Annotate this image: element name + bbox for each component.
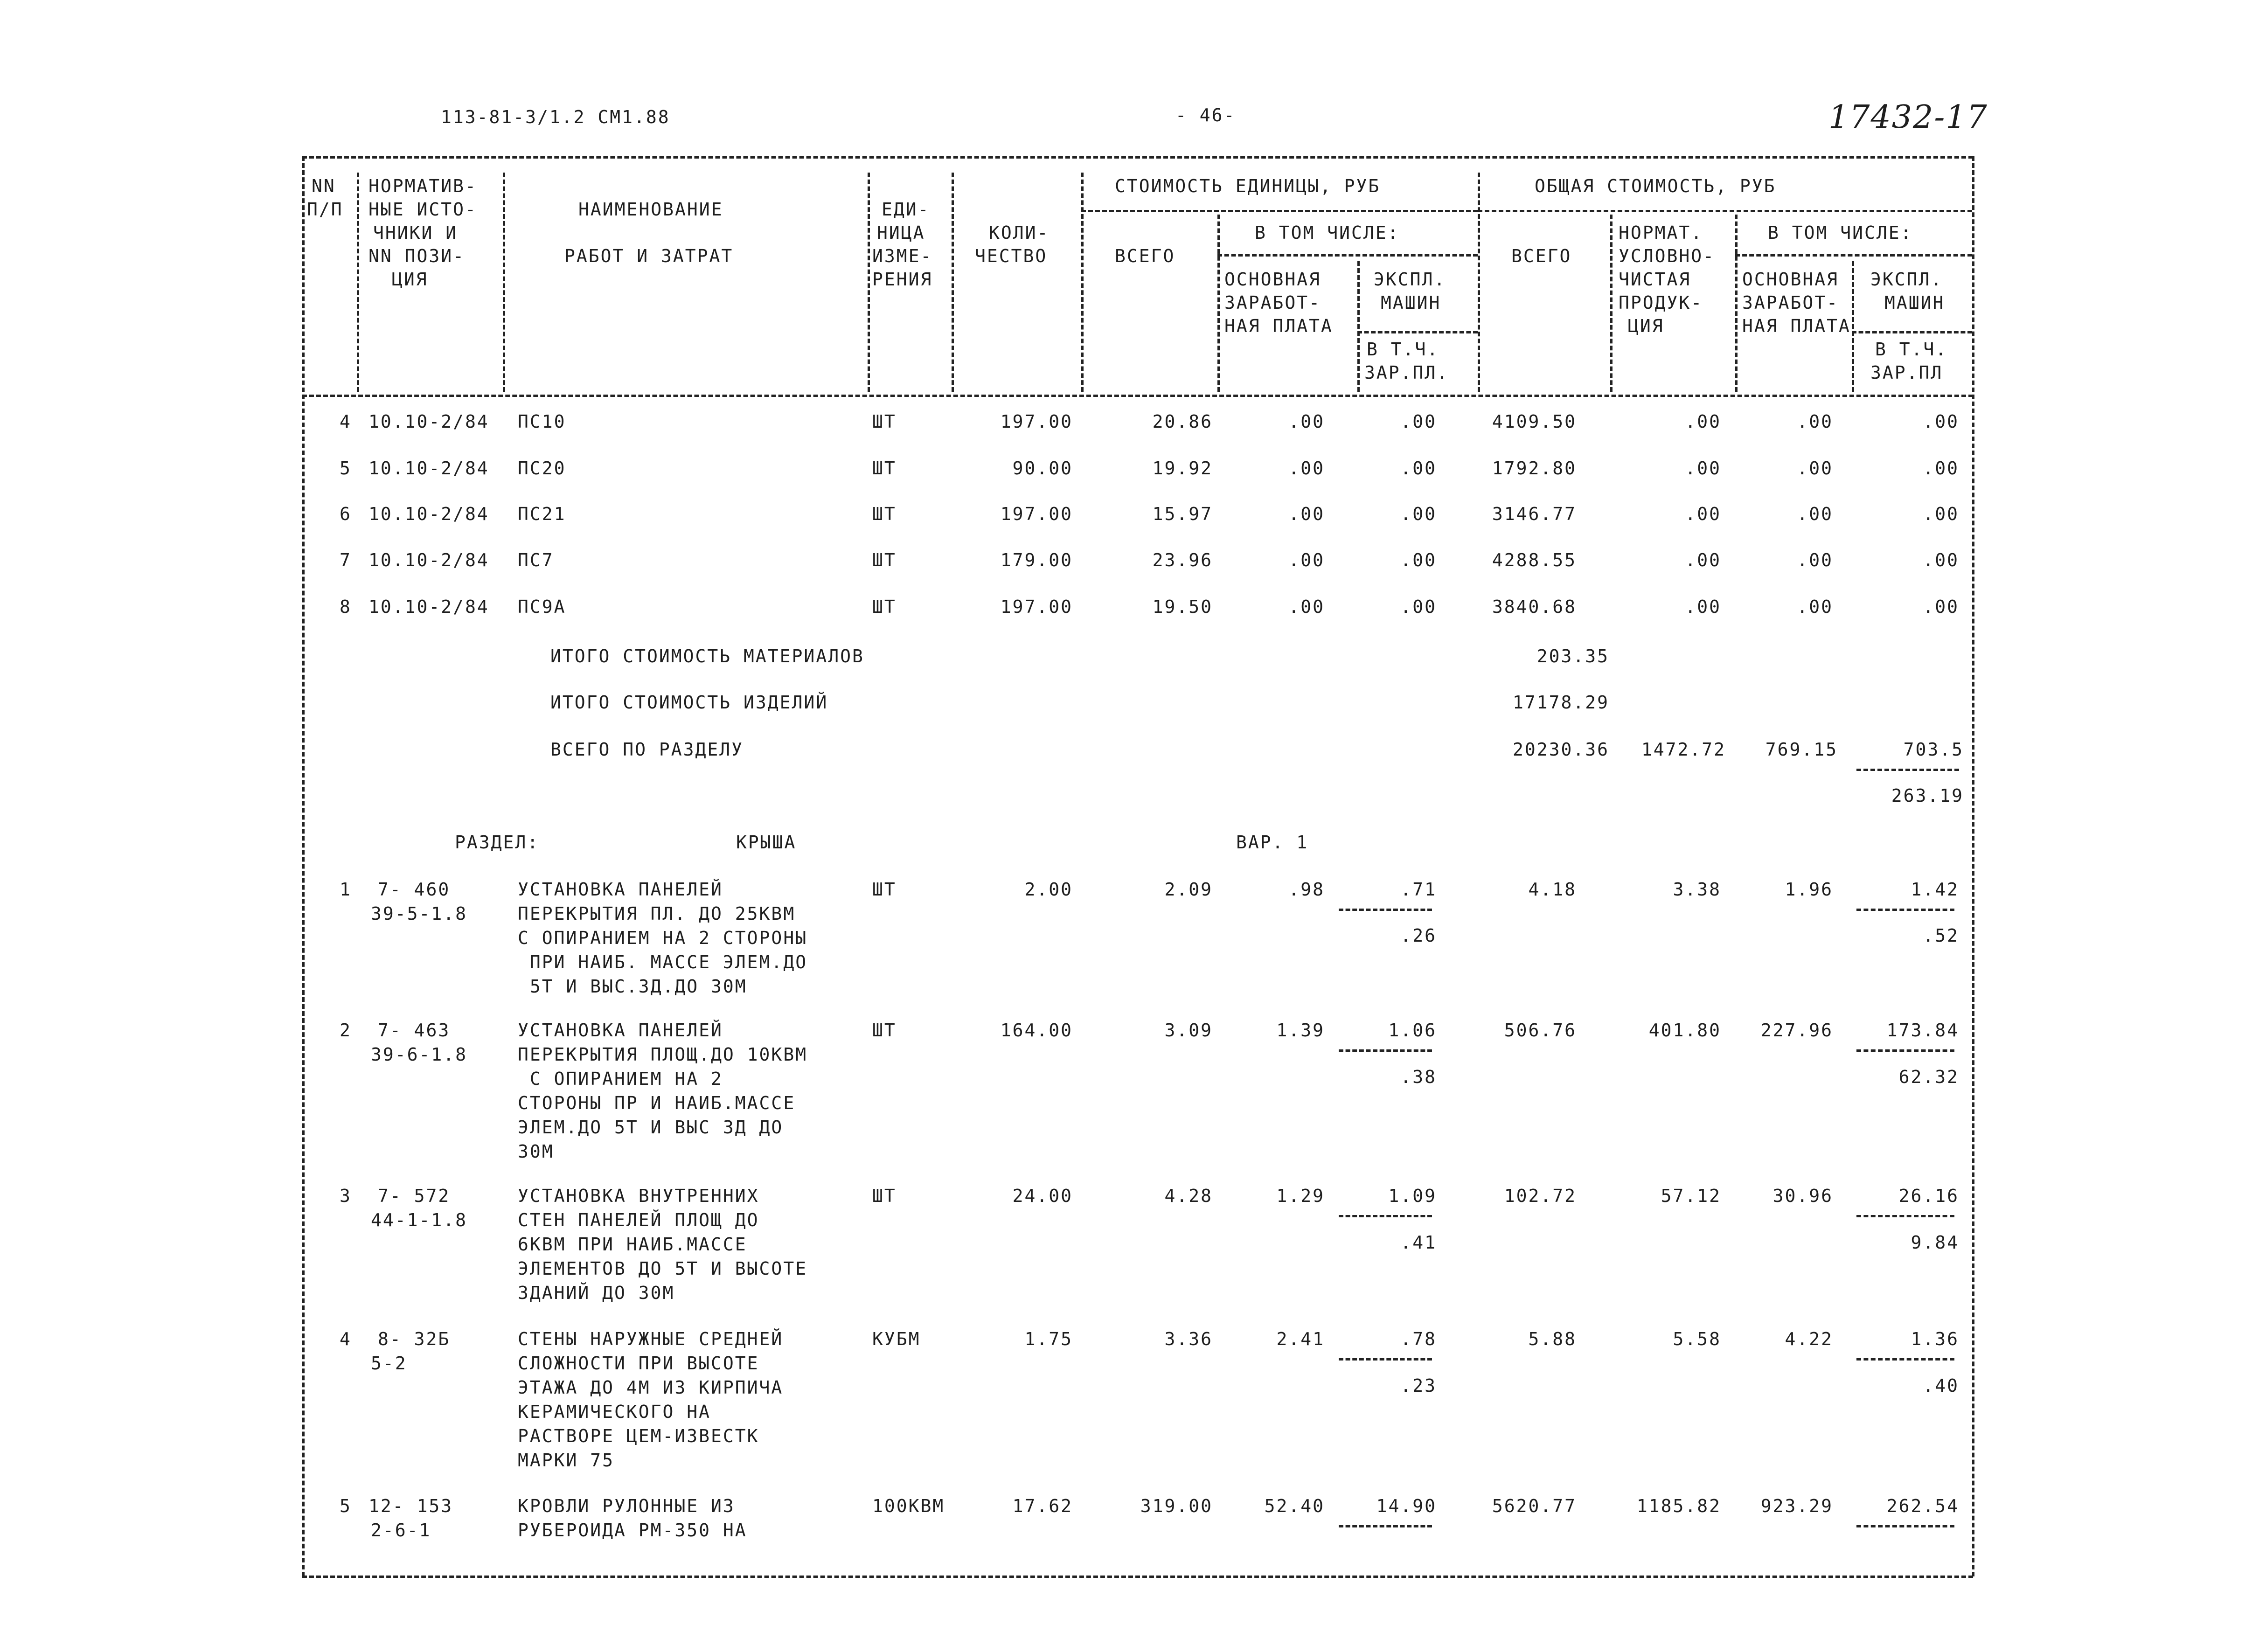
row-name-line: КРОВЛИ РУЛОННЫЕ ИЗ	[518, 1496, 735, 1516]
row-code: 12- 153	[368, 1496, 453, 1516]
row-unit-mach: .00	[1400, 504, 1437, 524]
row-total-net: .00	[1685, 550, 1721, 570]
row-unit-wage: .98	[1288, 879, 1325, 900]
header-total-wage-3: НАЯ ПЛАТА	[1742, 316, 1851, 336]
row-total-net: 3.38	[1673, 879, 1721, 900]
row-name-line: УСТАНОВКА ПАНЕЛЕЙ	[518, 879, 723, 900]
header-rule-unit-incl	[1217, 254, 1478, 257]
row-name: ПС20	[518, 458, 566, 479]
row-total-mach-wage: .52	[1923, 925, 1959, 946]
row-total-mach-rule	[1856, 909, 1954, 911]
row-unit-all: 3.09	[1164, 1020, 1213, 1041]
section-total-mach-wage: 263.19	[1891, 785, 1964, 806]
section-total-mach-rule	[1856, 769, 1959, 771]
row-unit-wage: 52.40	[1264, 1496, 1325, 1516]
frame-top	[302, 156, 1973, 159]
row-unit-mach-rule	[1339, 1358, 1432, 1360]
row-total-mach: .00	[1923, 550, 1959, 570]
header-total-cost-title: ОБЩАЯ СТОИМОСТЬ, РУБ	[1535, 176, 1776, 196]
section-total-label: ВСЕГО ПО РАЗДЕЛУ	[550, 739, 744, 760]
row-name-line: 30М	[518, 1141, 554, 1162]
row-name-line: ЭЛЕМ.ДО 5Т И ВЫС ЗД ДО	[518, 1117, 784, 1138]
row-code: 10.10-2/84	[368, 411, 489, 432]
row-total-mach: .00	[1923, 504, 1959, 524]
row-unit-mach-rule	[1339, 909, 1432, 911]
row-unit: ШТ	[872, 1186, 897, 1206]
header-total-mach-2: МАШИН	[1884, 292, 1945, 313]
row-name-line: РУБЕРОИДА РМ-350 НА	[518, 1520, 747, 1541]
row-unit-mach: 14.90	[1376, 1496, 1437, 1516]
row-qty: 1.75	[1024, 1329, 1073, 1349]
header-unit-incl: В ТОМ ЧИСЛЕ:	[1255, 222, 1400, 243]
row-total-mach-rule	[1856, 1215, 1954, 1217]
row-unit-mach: .78	[1400, 1329, 1437, 1349]
row-unit-wage: 1.39	[1276, 1020, 1325, 1041]
row-name-line: УСТАНОВКА ВНУТРЕННИХ	[518, 1186, 759, 1206]
row-unit: ШТ	[872, 411, 897, 432]
row-code-2: 39-5-1.8	[371, 903, 468, 924]
row-total-wage: 923.29	[1760, 1496, 1833, 1516]
row-unit-all: 20.86	[1152, 411, 1213, 432]
row-qty: 197.00	[1000, 597, 1073, 617]
row-qty: 90.00	[1012, 458, 1073, 479]
row-name-line: УСТАНОВКА ПАНЕЛЕЙ	[518, 1020, 723, 1041]
header-norm-1: НОРМАТИВ-	[368, 176, 477, 196]
row-name: ПС7	[518, 550, 554, 570]
row-code: 10.10-2/84	[368, 550, 489, 570]
row-name-line: СЛОЖНОСТИ ПРИ ВЫСОТЕ	[518, 1353, 759, 1374]
row-unit-all: 23.96	[1152, 550, 1213, 570]
header-unit-1: ЕДИ-	[882, 199, 930, 220]
row-total-all: 3840.68	[1492, 597, 1577, 617]
header-unit-3: ИЗМЕ-	[872, 246, 933, 266]
row-unit-mach: .71	[1400, 879, 1437, 900]
row-qty: 164.00	[1000, 1020, 1073, 1041]
row-unit: ШТ	[872, 597, 897, 617]
header-norm-4: NN ПОЗИ-	[368, 246, 466, 266]
row-total-mach: .00	[1923, 597, 1959, 617]
header-pp: П/П	[307, 199, 343, 220]
row-unit-all: 19.92	[1152, 458, 1213, 479]
row-qty: 2.00	[1024, 879, 1073, 900]
row-unit-mach: .00	[1400, 458, 1437, 479]
col-sep-total-net	[1735, 215, 1738, 392]
row-unit-wage: .00	[1288, 411, 1325, 432]
header-norm-2: НЫЕ ИСТО-	[368, 199, 477, 220]
row-number: 5	[340, 458, 352, 479]
row-code: 10.10-2/84	[368, 504, 489, 524]
row-number: 8	[340, 597, 352, 617]
row-unit: ШТ	[872, 1020, 897, 1041]
row-number: 4	[340, 411, 352, 432]
row-name-line: С ОПИРАНИЕМ НА 2 СТОРОНЫ	[518, 928, 808, 948]
col-sep-unit	[952, 173, 954, 392]
row-total-all: 5620.77	[1492, 1496, 1577, 1516]
row-unit-mach-wage: .38	[1400, 1067, 1437, 1087]
row-unit-mach: 1.09	[1388, 1186, 1437, 1206]
row-total-net: .00	[1685, 458, 1721, 479]
row-total-mach: 173.84	[1886, 1020, 1959, 1041]
row-total-net: .00	[1685, 504, 1721, 524]
row-name-line: 6КВМ ПРИ НАИБ.МАССЕ	[518, 1234, 747, 1255]
col-sep-unit-all	[1217, 215, 1220, 392]
row-unit-all: 19.50	[1152, 597, 1213, 617]
section-label: РАЗДЕЛ:	[455, 832, 540, 853]
row-total-mach-rule	[1856, 1049, 1954, 1052]
col-sep-total-all	[1610, 215, 1613, 392]
products-total-label: ИТОГО СТОИМОСТЬ ИЗДЕЛИЙ	[550, 692, 828, 713]
header-unit-mach-3: В Т.Ч.	[1367, 339, 1439, 360]
section-name: КРЫША	[736, 832, 797, 853]
row-code-2: 39-6-1.8	[371, 1044, 468, 1065]
row-total-wage: .00	[1797, 504, 1833, 524]
row-name-line: ПЕРЕКРЫТИЯ ПЛ. ДО 25КВМ	[518, 903, 796, 924]
header-total-wage-2: ЗАРАБОТ-	[1742, 292, 1839, 313]
header-rule-total-mach	[1852, 331, 1972, 333]
materials-total-label: ИТОГО СТОИМОСТЬ МАТЕРИАЛОВ	[550, 646, 864, 666]
row-unit-mach: 1.06	[1388, 1020, 1437, 1041]
row-number: 5	[340, 1496, 352, 1516]
row-total-wage: 4.22	[1785, 1329, 1833, 1349]
row-unit: КУБМ	[872, 1329, 921, 1349]
col-sep-unit-mach	[1478, 173, 1480, 392]
frame-bottom	[302, 1576, 1973, 1578]
header-unit-total: ВСЕГО	[1115, 246, 1175, 266]
header-total-net-1: НОРМАТ.	[1619, 222, 1703, 243]
col-sep-unit-wage	[1357, 261, 1360, 392]
row-total-all: 4288.55	[1492, 550, 1577, 570]
row-code-2: 5-2	[371, 1353, 407, 1374]
row-unit-wage: .00	[1288, 597, 1325, 617]
row-code: 7- 572	[378, 1186, 451, 1206]
row-unit-all: 4.28	[1164, 1186, 1213, 1206]
row-unit: ШТ	[872, 458, 897, 479]
row-total-all: 3146.77	[1492, 504, 1577, 524]
col-sep-nn	[357, 173, 359, 392]
row-name-line: РАСТВОРЕ ЦЕМ-ИЗВЕСТК	[518, 1426, 759, 1446]
row-total-mach-rule	[1856, 1358, 1954, 1360]
header-norm-5: ЦИЯ	[392, 269, 428, 290]
row-total-net: 5.58	[1673, 1329, 1721, 1349]
row-total-all: 4.18	[1528, 879, 1577, 900]
section-total-all: 20230.36	[1512, 739, 1609, 760]
row-unit-all: 2.09	[1164, 879, 1213, 900]
row-total-all: 102.72	[1504, 1186, 1577, 1206]
row-total-mach-wage: 62.32	[1898, 1067, 1959, 1087]
row-unit: ШТ	[872, 879, 897, 900]
row-unit-mach: .00	[1400, 411, 1437, 432]
frame-right	[1972, 156, 1974, 1576]
header-unit-2: НИЦА	[877, 222, 925, 243]
row-qty: 197.00	[1000, 411, 1073, 432]
row-unit-mach-rule	[1339, 1525, 1432, 1527]
row-total-net: .00	[1685, 411, 1721, 432]
row-total-all: 4109.50	[1492, 411, 1577, 432]
row-unit-mach-wage: .26	[1400, 925, 1437, 946]
row-code: 8- 32Б	[378, 1329, 451, 1349]
row-name: ПС21	[518, 504, 566, 524]
section-variant: ВАР. 1	[1236, 832, 1309, 853]
row-total-mach: .00	[1923, 458, 1959, 479]
row-name-line: ЭЛЕМЕНТОВ ДО 5Т И ВЫСОТЕ	[518, 1258, 808, 1279]
row-unit-all: 3.36	[1164, 1329, 1213, 1349]
row-number: 4	[340, 1329, 352, 1349]
document-code: 113-81-3/1.2 СМ1.88	[441, 107, 670, 127]
col-sep-total-wage	[1852, 261, 1854, 392]
row-number: 2	[340, 1020, 352, 1041]
row-number: 1	[340, 879, 352, 900]
header-total-net-4: ПРОДУК-	[1619, 292, 1703, 313]
header-total-mach-1: ЭКСПЛ.	[1870, 269, 1943, 290]
row-qty: 179.00	[1000, 550, 1073, 570]
row-total-wage: 227.96	[1760, 1020, 1833, 1041]
header-total-wage-1: ОСНОВНАЯ	[1742, 269, 1839, 290]
row-name-line: С ОПИРАНИЕМ НА 2	[518, 1069, 723, 1089]
header-bottom-rule	[302, 395, 1973, 397]
row-name: ПС9А	[518, 597, 566, 617]
row-unit-mach-rule	[1339, 1049, 1432, 1052]
row-total-wage: 30.96	[1772, 1186, 1833, 1206]
row-name: ПС10	[518, 411, 566, 432]
page-number: - 46-	[1175, 105, 1236, 125]
row-unit-mach-wage: .41	[1400, 1232, 1437, 1253]
row-total-mach: .00	[1923, 411, 1959, 432]
row-total-mach-rule	[1856, 1525, 1954, 1527]
row-name-line: ЭТАЖА ДО 4М ИЗ КИРПИЧА	[518, 1377, 784, 1398]
row-unit-wage: .00	[1288, 504, 1325, 524]
row-total-wage: 1.96	[1785, 879, 1833, 900]
row-unit: ШТ	[872, 504, 897, 524]
row-qty: 24.00	[1012, 1186, 1073, 1206]
row-total-mach: 1.36	[1911, 1329, 1959, 1349]
header-total-incl: В ТОМ ЧИСЛЕ:	[1768, 222, 1913, 243]
row-name-line: МАРКИ 75	[518, 1450, 615, 1471]
header-total-mach-4: ЗАР.ПЛ	[1870, 362, 1943, 383]
header-nn: NN	[312, 176, 336, 196]
row-qty: 197.00	[1000, 504, 1073, 524]
row-total-mach-wage: .40	[1923, 1375, 1959, 1396]
row-number: 3	[340, 1186, 352, 1206]
header-total-net-5: ЦИЯ	[1628, 316, 1664, 336]
header-unit-wage-3: НАЯ ПЛАТА	[1224, 316, 1333, 336]
row-unit-wage: .00	[1288, 550, 1325, 570]
row-total-all: 1792.80	[1492, 458, 1577, 479]
row-unit-wage: 1.29	[1276, 1186, 1325, 1206]
row-total-mach: 26.16	[1898, 1186, 1959, 1206]
row-number: 7	[340, 550, 352, 570]
header-rule-unit	[1081, 210, 1478, 212]
row-total-all: 506.76	[1504, 1020, 1577, 1041]
header-unit-4: РЕНИЯ	[872, 269, 933, 290]
header-rule-total	[1478, 210, 1972, 212]
row-total-all: 5.88	[1528, 1329, 1577, 1349]
row-name-line: ПЕРЕКРЫТИЯ ПЛОЩ.ДО 10КВМ	[518, 1044, 808, 1065]
row-name-line: 5Т И ВЫС.ЗД.ДО 30М	[518, 976, 747, 997]
products-total-value: 17178.29	[1512, 692, 1609, 713]
row-total-mach: 262.54	[1886, 1496, 1959, 1516]
row-total-net: 1185.82	[1636, 1496, 1721, 1516]
row-number: 6	[340, 504, 352, 524]
row-unit-mach: .00	[1400, 550, 1437, 570]
header-total-net-3: ЧИСТАЯ	[1619, 269, 1691, 290]
row-name-line: КЕРАМИЧЕСКОГО НА	[518, 1402, 711, 1422]
row-total-wage: .00	[1797, 411, 1833, 432]
header-unit-wage-2: ЗАРАБОТ-	[1224, 292, 1321, 313]
frame-left	[302, 156, 305, 1576]
row-total-net: 401.80	[1648, 1020, 1721, 1041]
section-total-net: 1472.72	[1641, 739, 1726, 760]
header-unit-mach-4: ЗАР.ПЛ.	[1364, 362, 1449, 383]
row-code-2: 2-6-1	[371, 1520, 431, 1541]
row-unit-all: 319.00	[1140, 1496, 1213, 1516]
row-total-wage: .00	[1797, 597, 1833, 617]
col-sep-name	[868, 173, 870, 392]
row-name-line: ЗДАНИЙ ДО 30М	[518, 1283, 675, 1303]
row-unit: 100КВМ	[872, 1496, 945, 1516]
row-total-net: .00	[1685, 597, 1721, 617]
row-unit-wage: .00	[1288, 458, 1325, 479]
row-total-mach: 1.42	[1911, 879, 1959, 900]
row-unit-all: 15.97	[1152, 504, 1213, 524]
row-unit-wage: 2.41	[1276, 1329, 1325, 1349]
row-name-line: СТЕН ПАНЕЛЕЙ ПЛОЩ ДО	[518, 1210, 759, 1230]
header-total-net-2: УСЛОВНО-	[1619, 246, 1716, 266]
row-total-wage: .00	[1797, 458, 1833, 479]
header-total-total: ВСЕГО	[1511, 246, 1572, 266]
header-norm-3: ЧНИКИ И	[373, 222, 458, 243]
row-unit-mach: .00	[1400, 597, 1437, 617]
header-unit-mach-2: МАШИН	[1381, 292, 1441, 313]
row-code: 7- 463	[378, 1020, 451, 1041]
row-total-mach-wage: 9.84	[1911, 1232, 1959, 1253]
header-name-2: РАБОТ И ЗАТРАТ	[564, 246, 734, 266]
row-code: 10.10-2/84	[368, 458, 489, 479]
row-name-line: ПРИ НАИБ. МАССЕ ЭЛЕМ.ДО	[518, 952, 808, 972]
header-qty-1: КОЛИ-	[989, 222, 1050, 243]
row-unit-mach-rule	[1339, 1215, 1432, 1217]
row-unit: ШТ	[872, 550, 897, 570]
row-code: 7- 460	[378, 879, 451, 900]
header-rule-unit-mach	[1357, 331, 1478, 333]
section-total-mach: 703.5	[1903, 739, 1964, 760]
header-unit-cost-title: СТОИМОСТЬ ЕДИНИЦЫ, РУБ	[1115, 176, 1381, 196]
col-sep-qty	[1081, 173, 1084, 392]
materials-total-value: 203.35	[1536, 646, 1609, 666]
row-name-line: СТЕНЫ НАРУЖНЫЕ СРЕДНЕЙ	[518, 1329, 784, 1349]
header-unit-mach-1: ЭКСПЛ.	[1374, 269, 1446, 290]
row-code: 10.10-2/84	[368, 597, 489, 617]
header-total-mach-3: В Т.Ч.	[1875, 339, 1948, 360]
row-total-net: 57.12	[1661, 1186, 1721, 1206]
row-unit-mach-wage: .23	[1400, 1375, 1437, 1396]
header-qty-2: ЧЕСТВО	[975, 246, 1048, 266]
row-code-2: 44-1-1.8	[371, 1210, 468, 1230]
row-qty: 17.62	[1012, 1496, 1073, 1516]
header-unit-wage-1: ОСНОВНАЯ	[1224, 269, 1321, 290]
col-sep-norm	[503, 173, 505, 392]
header-name-1: НАИМЕНОВАНИЕ	[578, 199, 723, 220]
row-total-wage: .00	[1797, 550, 1833, 570]
row-name-line: СТОРОНЫ ПР И НАИБ.МАССЕ	[518, 1093, 796, 1113]
handwritten-number: 17432-17	[1828, 99, 1988, 136]
header-rule-total-incl	[1735, 254, 1972, 257]
section-total-wage: 769.15	[1765, 739, 1838, 760]
